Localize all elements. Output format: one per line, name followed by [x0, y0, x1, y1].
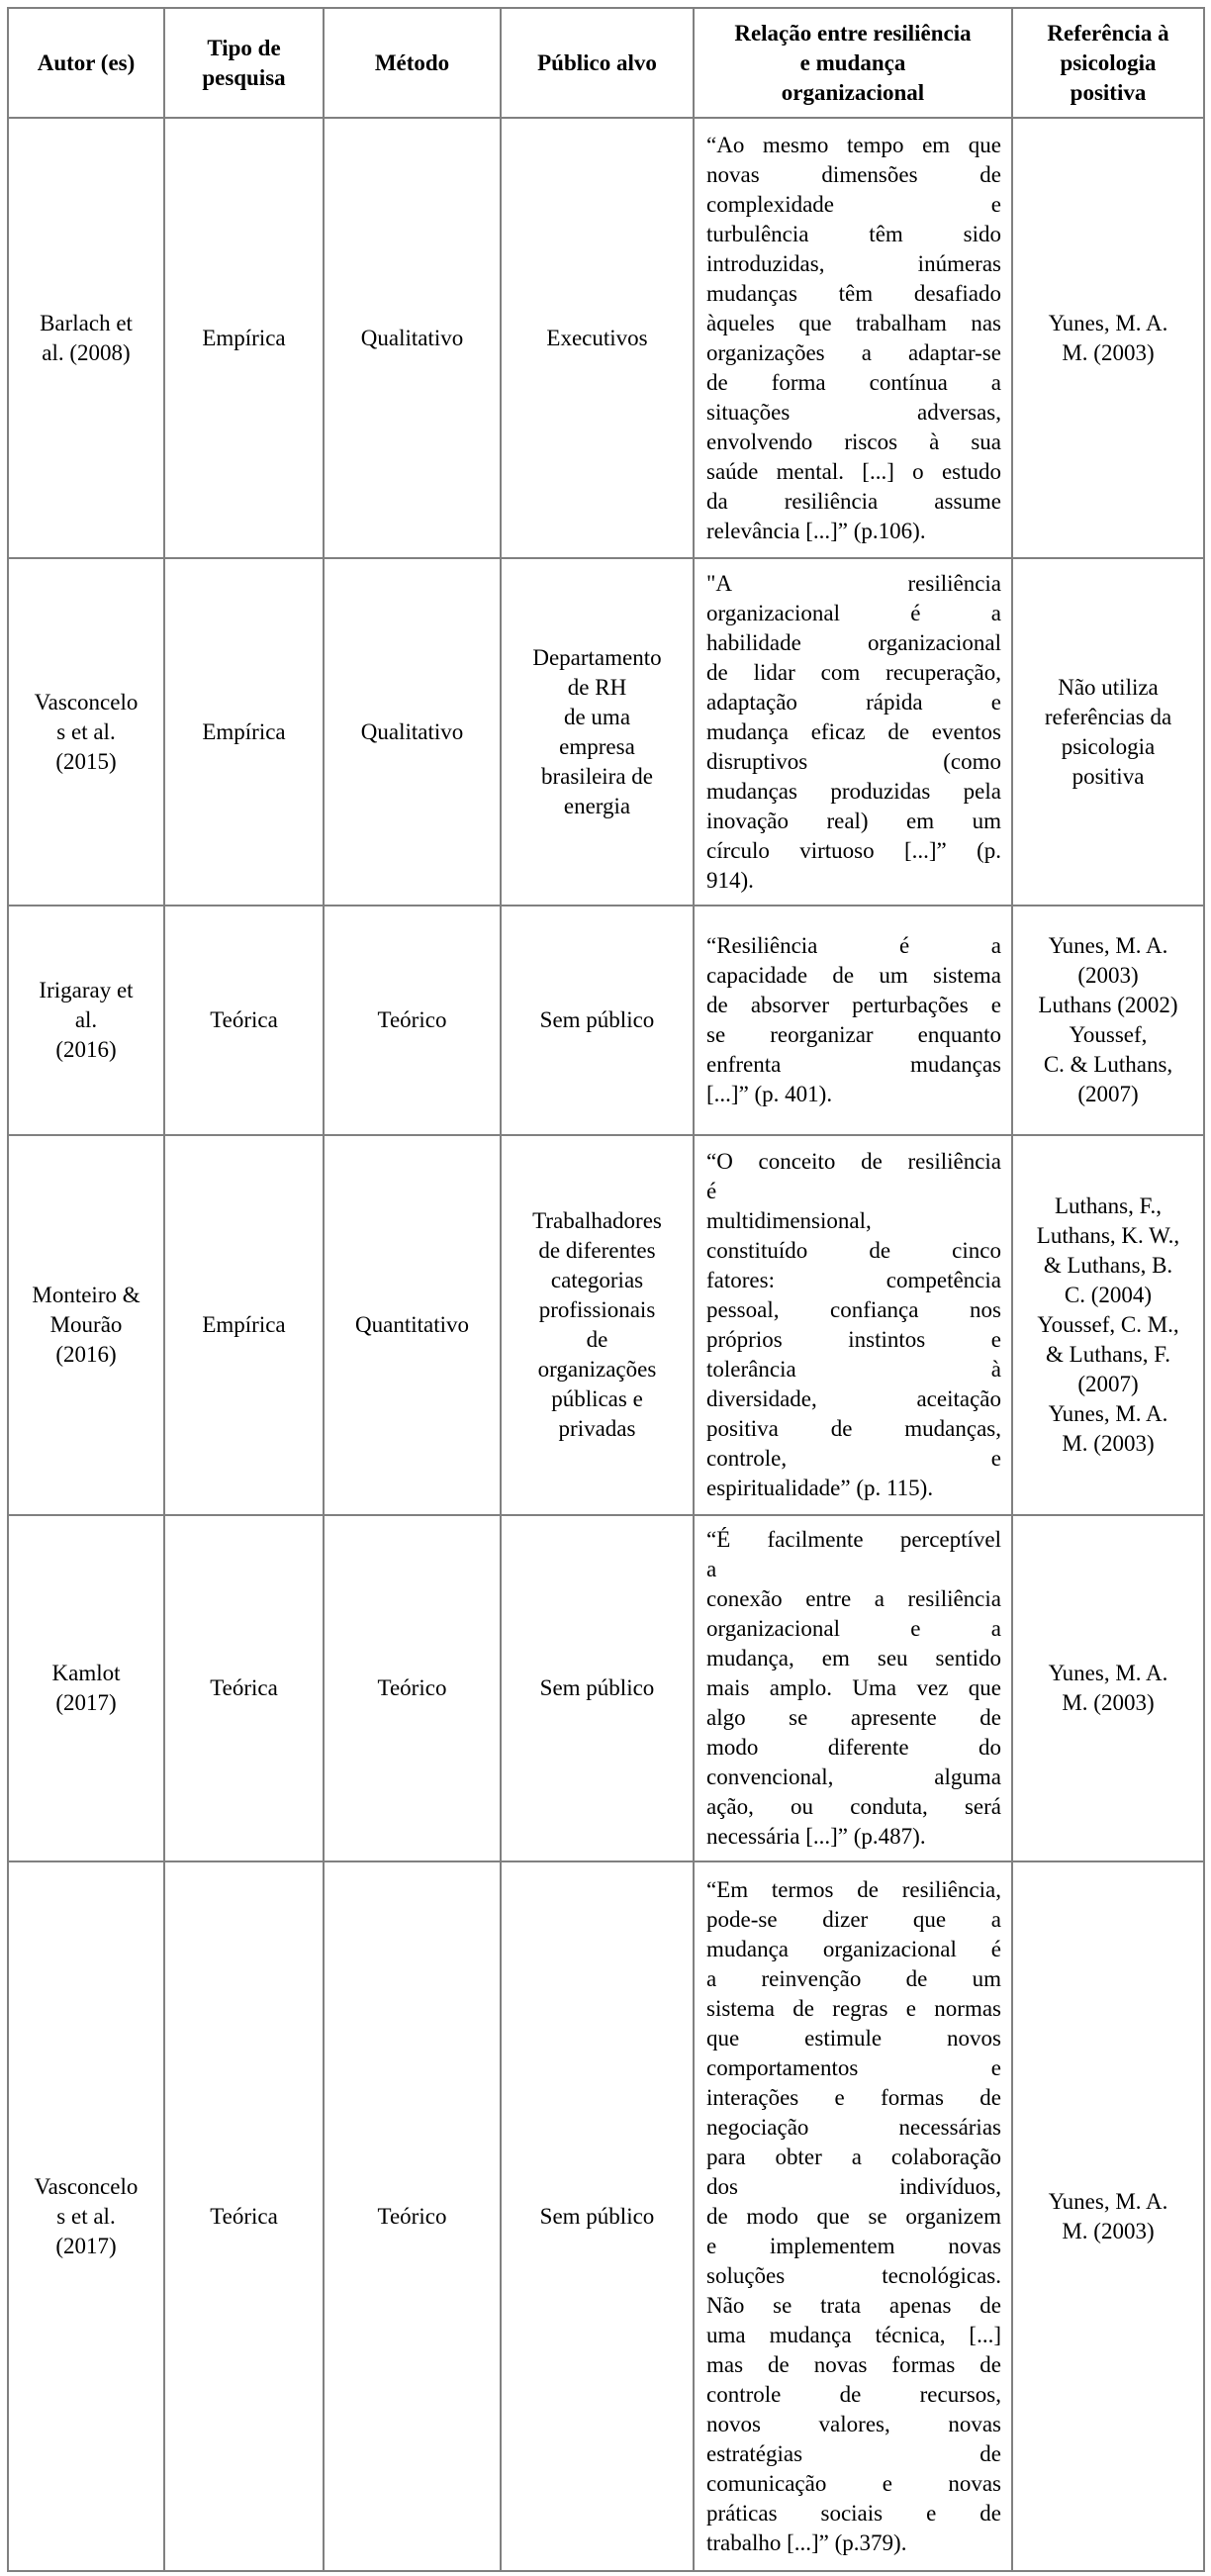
text-line: pessoal, confiança nos: [706, 1297, 1001, 1322]
table-row: [8, 1861, 1204, 2571]
text-line: mais amplo. Uma vez que: [706, 1675, 1001, 1700]
text-line: Monteiro &: [32, 1283, 140, 1307]
text-line: de lidar com recuperação,: [706, 659, 1001, 685]
text-line: energia: [563, 793, 631, 818]
cell-tipo: [164, 906, 324, 1135]
text-line: (2003): [1077, 963, 1139, 988]
text-line: 914).: [706, 867, 754, 893]
text-line: Youssef,: [1069, 1022, 1148, 1047]
text-line: novos valores, novas: [706, 2411, 1001, 2436]
text-line: para obter a colaboração: [706, 2144, 1001, 2169]
text-line: se reorganizar enquanto: [706, 1022, 1001, 1047]
text-line: Não se trata apenas de: [706, 2292, 1001, 2318]
text-line: Sem público: [539, 1007, 655, 1032]
text-line: àqueles que trabalham nas: [706, 310, 1001, 335]
cell-tipo: [164, 118, 324, 558]
text-line: é: [706, 1179, 717, 1203]
text-line: & Luthans, F.: [1046, 1342, 1170, 1367]
text-line: mudança eficaz de eventos: [706, 718, 1001, 744]
text-line: práticas sociais e de: [706, 2500, 1001, 2526]
cell-referencia: [1012, 558, 1204, 906]
text-line: Luthans, K. W.,: [1036, 1223, 1180, 1248]
text-line: sistema de regras e normas: [706, 1995, 1001, 2021]
text-line: trabalho [...]” (p.379).: [706, 2529, 907, 2555]
text-line: adaptação rápida e: [706, 689, 1001, 715]
cell-autor: [8, 118, 164, 558]
text-line: Teórica: [210, 1675, 278, 1700]
text-line: organizacional: [781, 79, 925, 105]
text-line: referências da: [1044, 704, 1172, 729]
text-line: capacidade de um sistema: [706, 963, 1001, 988]
text-line: M. (2003): [1062, 1431, 1155, 1456]
text-line: Yunes, M. A.: [1048, 1661, 1168, 1685]
text-line: Autor (es): [37, 49, 136, 75]
text-line: Vasconcelo: [34, 689, 139, 715]
text-line: al.: [74, 1007, 98, 1032]
text-line: Kamlot: [51, 1661, 121, 1685]
text-line: uma mudança técnica, [...]: [706, 2322, 1001, 2347]
text-line: a: [706, 1557, 717, 1581]
cell-referencia: [1012, 1861, 1204, 2571]
cell-referencia: [1012, 1135, 1204, 1515]
text-line: ação, ou conduta, será: [706, 1794, 1001, 1819]
cell-relacao: [694, 1135, 1012, 1515]
text-line: Qualitativo: [360, 325, 464, 350]
text-line: fatores: competência: [706, 1268, 1001, 1292]
text-line: Sem público: [539, 1675, 655, 1700]
text-line: Yunes, M. A.: [1048, 310, 1168, 335]
text-line: espiritualidade” (p. 115).: [706, 1476, 934, 1500]
header-row: [8, 8, 1204, 118]
text-line: mudanças têm desafiado: [706, 280, 1001, 306]
text-line: dos indivíduos,: [706, 2173, 1001, 2199]
cell-relacao: [694, 1515, 1012, 1861]
text-line: de RH: [567, 674, 627, 700]
cell-referencia: [1012, 906, 1204, 1135]
cell-metodo: [324, 118, 501, 558]
cell-metodo: [324, 1861, 501, 2571]
text-line: Não utiliza: [1058, 674, 1159, 700]
text-line: estratégias de: [706, 2440, 1001, 2466]
text-line: (2017): [55, 2233, 117, 2258]
header-autor: [8, 8, 164, 118]
text-line: Luthans, F.,: [1054, 1193, 1163, 1218]
cell-autor: [8, 1861, 164, 2571]
text-line: multidimensional,: [706, 1208, 872, 1233]
text-line: organizações a adaptar-se: [706, 339, 1001, 365]
text-line: Método: [374, 49, 450, 75]
cell-autor: [8, 1135, 164, 1515]
table-row: [8, 1135, 1204, 1515]
text-line: Vasconcelo: [34, 2173, 139, 2199]
cell-tipo: [164, 1861, 324, 2571]
text-line: interações e formas de: [706, 2084, 1001, 2110]
text-line: M. (2003): [1062, 2218, 1155, 2243]
text-line: Público alvo: [537, 49, 657, 75]
text-line: Relação entre resiliência: [734, 20, 972, 46]
text-line: tolerância à: [706, 1357, 1001, 1382]
text-line: pesquisa: [202, 64, 286, 90]
text-line: (2015): [55, 748, 117, 774]
text-line: “O conceito de resiliência: [706, 1149, 1001, 1174]
text-line: de absorver perturbações e: [706, 993, 1001, 1017]
text-line: “Em termos de resiliência,: [706, 1876, 1001, 1902]
cell-metodo: [324, 1135, 501, 1515]
header-referencia: [1012, 8, 1204, 118]
text-line: saúde mental. [...] o estudo: [706, 458, 1001, 484]
text-line: inovação real) em um: [706, 808, 1001, 833]
text-line: e mudança: [799, 49, 906, 75]
text-line: Yunes, M. A.: [1048, 1401, 1168, 1426]
text-line: enfrenta mudanças: [706, 1052, 1001, 1077]
text-line: soluções tecnológicas.: [706, 2262, 1001, 2288]
cell-relacao: [694, 906, 1012, 1135]
text-line: categorias: [550, 1268, 644, 1292]
text-line: convencional, alguma: [706, 1765, 1001, 1789]
cell-publico: [501, 1515, 694, 1861]
text-line: (2017): [55, 1690, 117, 1715]
text-line: Barlach et: [40, 310, 133, 335]
text-line: brasileira de: [540, 763, 654, 789]
text-line: que estimule novos: [706, 2025, 1001, 2051]
text-line: Teórico: [377, 1675, 447, 1700]
text-line: & Luthans, B.: [1043, 1253, 1173, 1278]
cell-autor: [8, 558, 164, 906]
table-row: [8, 906, 1204, 1135]
text-line: Empírica: [202, 1312, 286, 1337]
text-line: Luthans (2002): [1038, 993, 1178, 1017]
text-line: públicas e: [551, 1386, 643, 1411]
text-line: Teórica: [210, 2203, 278, 2229]
text-line: mas de novas formas de: [706, 2351, 1001, 2377]
text-line: novas dimensões de: [706, 161, 1001, 187]
text-line: Yunes, M. A.: [1048, 933, 1168, 958]
text-line: positiva: [1071, 763, 1145, 789]
table-row: [8, 118, 1204, 558]
text-line: Teórico: [377, 2203, 447, 2229]
text-line: introduzidas, inúmeras: [706, 250, 1001, 276]
text-line: Quantitativo: [355, 1312, 469, 1337]
header-tipo-pesquisa: [164, 8, 324, 118]
cell-metodo: [324, 1515, 501, 1861]
text-line: pode-se dizer que a: [706, 1906, 1001, 1932]
cell-autor: [8, 1515, 164, 1861]
table-row: [8, 1515, 1204, 1861]
text-line: (2016): [55, 1037, 117, 1062]
text-line: necessária [...]” (p.487).: [706, 1824, 926, 1849]
text-line: s et al.: [56, 2203, 116, 2229]
text-line: complexidade e: [706, 191, 1001, 217]
text-line: empresa: [559, 733, 635, 759]
text-line: (2007): [1077, 1372, 1139, 1396]
text-line: “Ao mesmo tempo em que: [706, 132, 1001, 157]
text-line: envolvendo riscos à sua: [706, 429, 1001, 454]
text-line: Youssef, C. M.,: [1037, 1312, 1179, 1337]
text-line: privadas: [558, 1416, 636, 1441]
cell-publico: [501, 118, 694, 558]
text-line: de: [586, 1327, 608, 1352]
cell-relacao: [694, 118, 1012, 558]
cell-publico: [501, 558, 694, 906]
text-line: de forma contínua a: [706, 369, 1001, 395]
text-line: profissionais: [538, 1297, 656, 1322]
text-line: situações adversas,: [706, 399, 1001, 425]
text-line: de uma: [563, 704, 631, 729]
text-line: mudança organizacional é: [706, 1936, 1001, 1961]
text-line: Qualitativo: [360, 718, 464, 744]
text-line: Empírica: [202, 325, 286, 350]
literature-review-table: [7, 7, 1205, 2572]
text-line: diversidade, aceitação: [706, 1386, 1001, 1411]
text-line: Mourão: [49, 1312, 123, 1337]
cell-tipo: [164, 558, 324, 906]
text-line: constituído de cinco: [706, 1238, 1001, 1263]
text-line: positiva de mudanças,: [706, 1416, 1001, 1441]
text-line: conexão entre a resiliência: [706, 1586, 1001, 1611]
text-line: comportamentos e: [706, 2054, 1001, 2080]
cell-autor: [8, 906, 164, 1135]
text-line: Teórico: [377, 1007, 447, 1032]
text-line: C. & Luthans,: [1043, 1052, 1173, 1077]
text-line: al. (2008): [42, 339, 131, 365]
text-line: relevância [...]” (p.106).: [706, 518, 926, 543]
text-line: Departamento: [532, 644, 662, 670]
cell-referencia: [1012, 1515, 1204, 1861]
cell-publico: [501, 1861, 694, 2571]
text-line: psicologia: [1060, 49, 1157, 75]
cell-metodo: [324, 906, 501, 1135]
cell-tipo: [164, 1515, 324, 1861]
text-line: algo se apresente de: [706, 1705, 1001, 1730]
text-line: M. (2003): [1062, 1690, 1155, 1715]
text-line: de modo que se organizem: [706, 2203, 1001, 2229]
text-line: Executivos: [546, 325, 648, 350]
cell-relacao: [694, 558, 1012, 906]
table-row: [8, 558, 1204, 906]
text-line: próprios instintos e: [706, 1327, 1001, 1352]
text-line: Yunes, M. A.: [1048, 2188, 1168, 2214]
header-publico-alvo: [501, 8, 694, 118]
cell-referencia: [1012, 118, 1204, 558]
text-line: organizacional e a: [706, 1616, 1001, 1641]
text-line: negociação necessárias: [706, 2114, 1001, 2140]
text-line: Referência à: [1047, 20, 1169, 46]
text-line: modo diferente do: [706, 1735, 1001, 1760]
text-line: organizacional é a: [706, 600, 1001, 625]
header-metodo: [324, 8, 501, 118]
text-line: organizações: [537, 1357, 657, 1382]
text-line: "A resiliência: [706, 570, 1001, 596]
text-line: da resiliência assume: [706, 488, 1001, 514]
cell-relacao: [694, 1861, 1012, 2571]
text-line: “É facilmente perceptível: [706, 1527, 1001, 1552]
text-line: (2016): [55, 1342, 117, 1367]
text-line: psicologia: [1061, 733, 1156, 759]
text-line: mudança, em seu sentido: [706, 1646, 1001, 1670]
text-line: e implementem novas: [706, 2233, 1001, 2258]
cell-publico: [501, 1135, 694, 1515]
text-line: C. (2004): [1064, 1283, 1153, 1307]
text-line: controle de recursos,: [706, 2381, 1001, 2407]
text-line: a reinvenção de um: [706, 1965, 1001, 1991]
text-line: habilidade organizacional: [706, 629, 1001, 655]
text-line: controle, e: [706, 1446, 1001, 1471]
text-line: s et al.: [56, 718, 116, 744]
text-line: mudanças produzidas pela: [706, 778, 1001, 804]
cell-publico: [501, 906, 694, 1135]
text-line: Sem público: [539, 2203, 655, 2229]
cell-tipo: [164, 1135, 324, 1515]
text-line: Teórica: [210, 1007, 278, 1032]
text-line: M. (2003): [1062, 339, 1155, 365]
text-line: Irigaray et: [39, 978, 134, 1002]
text-line: disruptivos (como: [706, 748, 1001, 774]
text-line: Tipo de: [207, 35, 281, 60]
cell-metodo: [324, 558, 501, 906]
header-relacao: [694, 8, 1012, 118]
text-line: Trabalhadores: [532, 1208, 662, 1233]
text-line: “Resiliência é a: [706, 933, 1001, 958]
text-line: positiva: [1070, 79, 1147, 105]
text-line: Empírica: [202, 718, 286, 744]
text-line: [...]” (p. 401).: [706, 1082, 833, 1106]
text-line: turbulência têm sido: [706, 221, 1001, 246]
text-line: de diferentes: [538, 1238, 656, 1263]
text-line: (2007): [1077, 1082, 1139, 1106]
text-line: comunicação e novas: [706, 2470, 1001, 2496]
text-line: círculo virtuoso [...]” (p.: [706, 837, 1001, 863]
